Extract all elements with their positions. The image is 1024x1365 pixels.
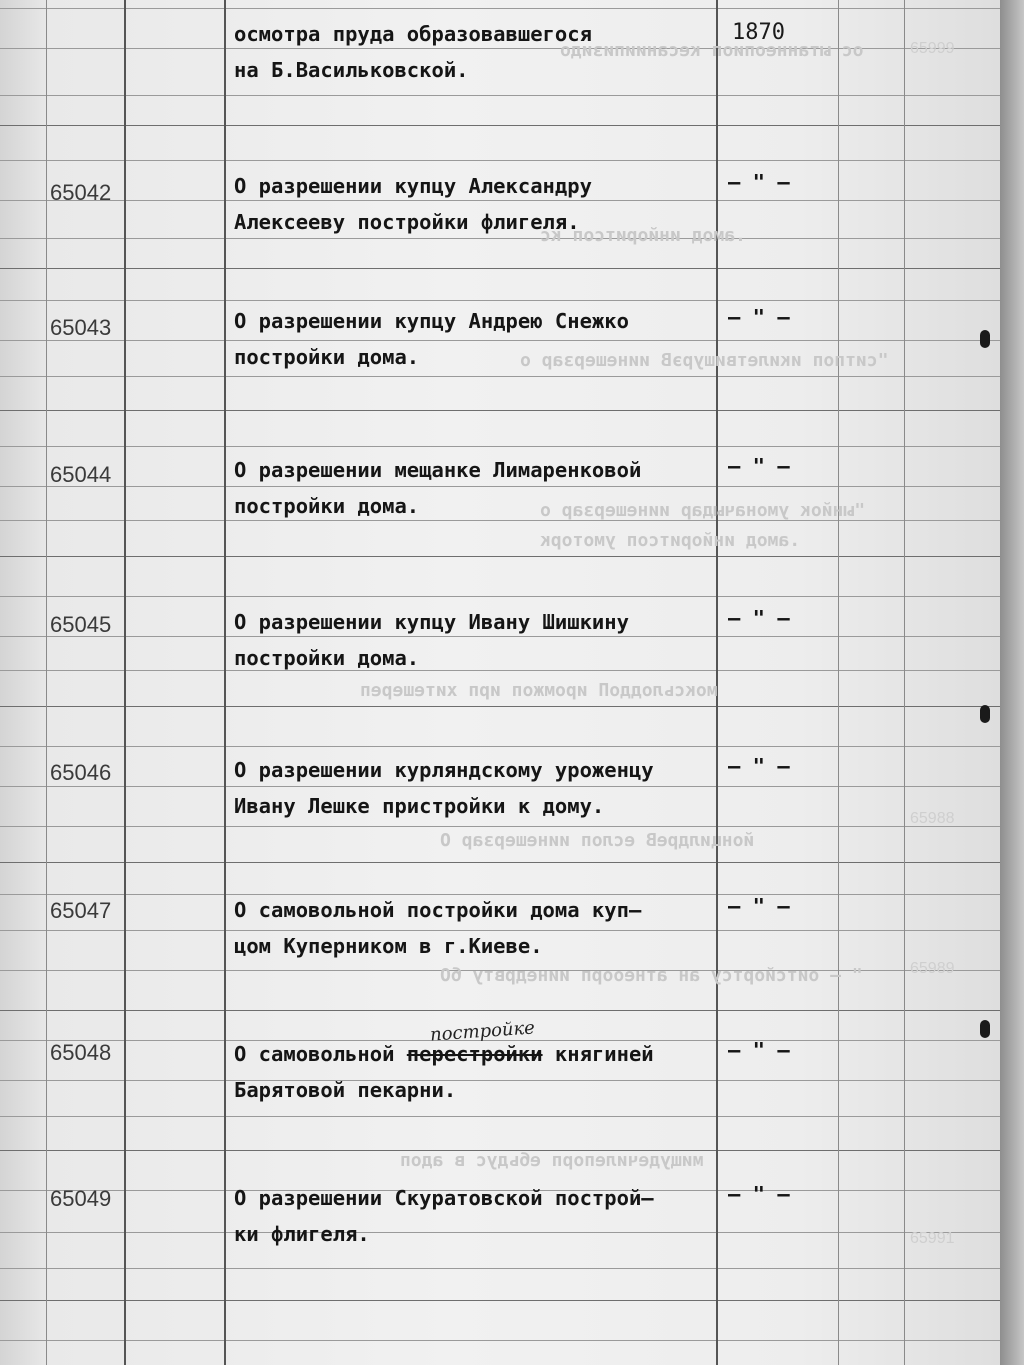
ditto-mark: – " – [728,170,790,194]
ditto-mark: – " – [728,754,790,778]
bleed-through-text: .амод инйоритсоп кс [540,225,746,246]
bleed-through-number: 65989 [910,960,955,977]
case-number: 65048 [50,1040,112,1065]
bleed-through-text: йонцилдреВ еслоп иинешерзар О [440,830,755,851]
entry-description [234,303,629,375]
binder-edge [1000,0,1024,1365]
ruled-line [0,160,1000,161]
bleed-through-number: 65988 [910,810,955,827]
ruled-line [0,556,1000,557]
entry-description [234,168,592,240]
ruled-line [0,1340,1000,1341]
ruled-line [0,446,1000,447]
margin-line [46,0,47,1365]
binder-hole [980,705,990,723]
description-line: О разрешении курляндскому уроженцу [234,758,654,782]
bleed-through-text: моксьлоддоП иромжоп ирп хитешереп [360,680,718,701]
binder-hole [980,1020,990,1038]
case-number: 65046 [50,760,112,785]
description-line: постройки дома. [234,494,420,518]
ditto-mark: – " – [728,305,790,329]
ruled-line [0,1300,1000,1301]
ruled-line [0,300,1000,301]
entry-description [234,16,592,88]
ditto-mark: – " – [728,894,790,918]
ruled-line [0,596,1000,597]
ditto-mark: – " – [728,1182,790,1206]
description-line: О разрешении купцу Ивану Шишкину [234,610,629,634]
bleed-through-number: 65999 [910,40,955,57]
description-line: Барятовой пекарни. [234,1078,457,1102]
ditto-mark: – " – [728,1038,790,1062]
description-line: О самовольной постройки дома куп– [234,898,642,922]
binder-hole [980,330,990,348]
bleed-through-number: 65991 [910,1230,955,1247]
case-number: 65049 [50,1186,112,1211]
description-line: на Б.Васильковской. [234,58,469,82]
description-prefix: О самовольной [234,1042,407,1066]
description-suffix: княгиней [542,1042,654,1066]
handwritten-correction: постройке [429,1017,536,1046]
ruled-line [0,706,1000,707]
year-label: 1870 [732,20,785,45]
ditto-mark: – " – [728,454,790,478]
description-line: осмотра пруда образовавшегося [234,22,592,46]
entry-description [234,1180,654,1252]
description-line: цом Куперником в г.Киеве. [234,934,543,958]
description-line: Ивану Лешке пристройки к дому. [234,794,605,818]
ruled-line [0,1010,1000,1011]
bleed-through-text: .амод инйоритсоп умоторк [540,530,801,551]
ruled-line [0,125,1000,126]
entry-description [234,1036,654,1108]
description-line: постройки дома. [234,345,420,369]
case-number: 65042 [50,180,112,205]
ruled-line [0,862,1000,863]
description-column-divider [224,0,226,1365]
entry-description [234,752,654,824]
description-line [234,1036,654,1072]
description-line: Алексееву постройки флигеля. [234,210,580,234]
ruled-line [0,826,1000,827]
case-number: 65047 [50,898,112,923]
bleed-through-text: " – оитсйортсу ан атнеоорп иинедрвту бО [440,965,863,986]
struck-out-word: перестройки [406,1042,543,1066]
bleed-through-text: мищудечилепорп ебьдус в адоп [400,1150,704,1171]
entry-description [234,604,629,676]
right-margin-line [904,0,905,1365]
ruled-line [0,1116,1000,1117]
description-line: О разрешении Скуратовской построй– [234,1186,654,1210]
bleed-through-text: ос ытаннеопиоп кесаниипизидо [560,40,864,61]
notes-column-divider [838,0,839,1365]
bleed-through-text: "ынйок умоначыдар иинешерзар о [540,500,866,521]
ruled-line [0,410,1000,411]
entry-description [234,892,641,964]
case-number: 65044 [50,462,112,487]
ditto-mark: – " – [728,606,790,630]
ruled-line [0,1268,1000,1269]
ruled-line [0,268,1000,269]
case-number: 65045 [50,612,112,637]
description-line: О разрешении купцу Александру [234,174,592,198]
description-line: постройки дома. [234,646,420,670]
case-number: 65043 [50,315,112,340]
description-line: О разрешении купцу Андрею Снежко [234,309,629,333]
ruled-line [0,376,1000,377]
bleed-through-text: "ситпоп икилетвишурэВ иинешерзар о [520,350,889,371]
description-line: О разрешении мещанке Лимаренковой [234,458,642,482]
entry-description [234,452,641,524]
ruled-line [0,95,1000,96]
description-line: ки флигеля. [234,1222,370,1246]
ruled-line [0,8,1000,9]
ruled-line [0,746,1000,747]
